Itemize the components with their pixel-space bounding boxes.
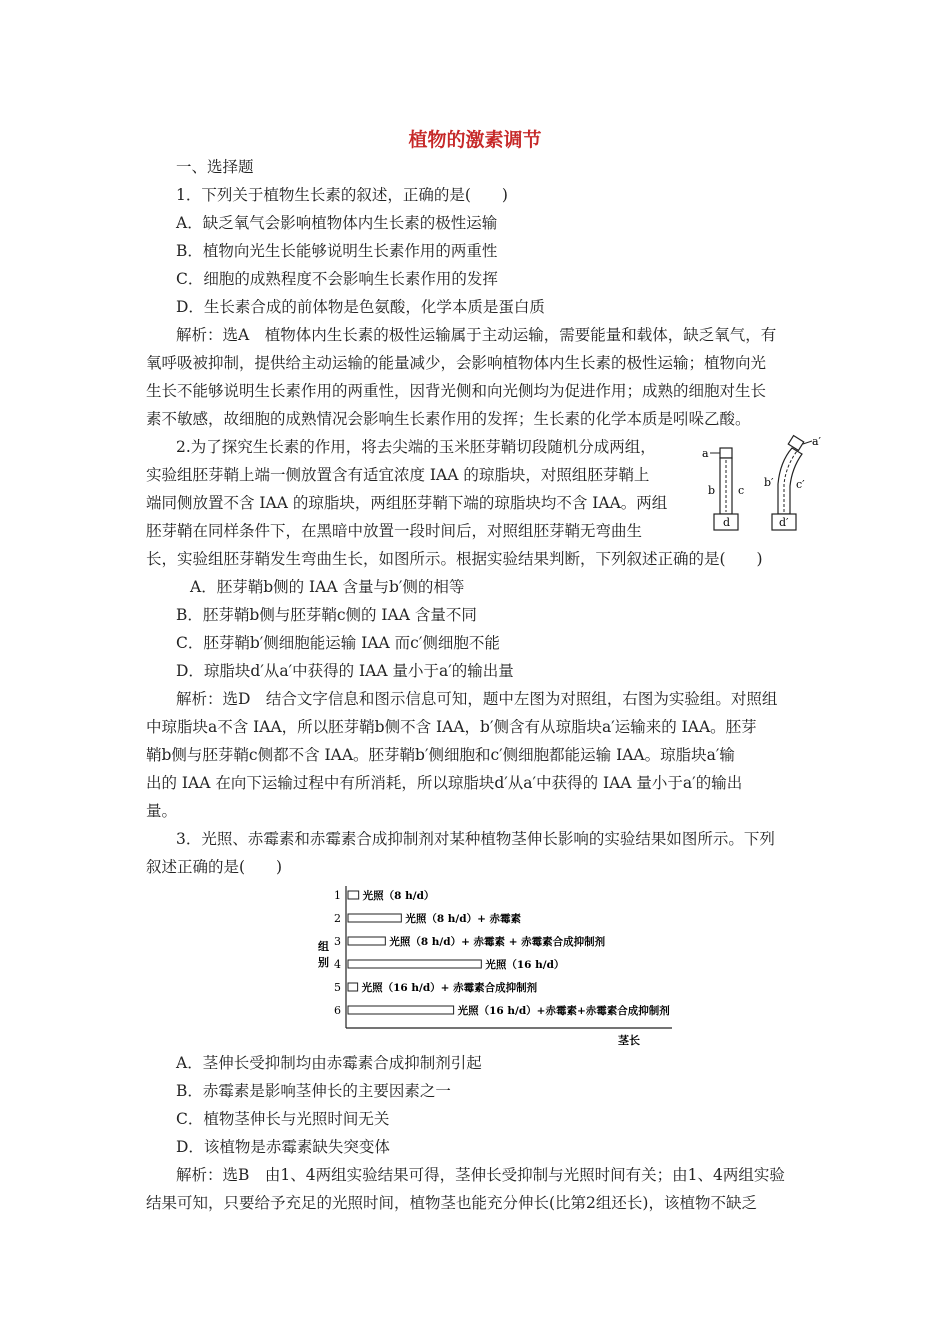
q1-option-b: B．植物向光生长能够说明生长素作用的两重性 (176, 242, 498, 260)
q2-option-d: D．琼脂块d′从a′中获得的 IAA 量小于a′的输出量 (176, 662, 514, 680)
bar-label: 光照（16 h/d）+ 赤霉素合成抑制剂 (361, 982, 538, 994)
q1-stem: 1．下列关于植物生长素的叙述，正确的是( ) (176, 186, 508, 204)
bar (348, 1006, 454, 1014)
q3-stem-line: 叙述正确的是( ) (146, 858, 283, 876)
q2-option-c: C．胚芽鞘b′侧细胞能运输 IAA 而c′侧细胞不能 (176, 634, 500, 652)
bar-label: 光照（8 h/d）+ 赤霉素 (405, 913, 522, 925)
label-c2: c′ (796, 478, 805, 491)
x-axis-label: 茎长 (618, 1034, 640, 1047)
q2-stem-line: 实验组胚芽鞘上端一侧放置含有适宜浓度 IAA 的琼脂块，对照组胚芽鞘上 (146, 466, 650, 484)
label-d: d (723, 516, 731, 529)
q1-analysis-line: 素不敏感，故细胞的成熟情况会影响生长素作用的发挥；生长素的化学本质是吲哚乙酸。 (146, 410, 751, 428)
q3-stem-line: 3．光照、赤霉素和赤霉素合成抑制剂对某种植物茎伸长影响的实验结果如图所示。下列 (176, 830, 775, 848)
q1-analysis-line: 氧呼吸被抑制，提供给主动运输的能量减少，会影响植物体内生长素的极性运输；植物向光 (146, 354, 767, 372)
q1-analysis-line: 生长不能够说明生长素作用的两重性，因背光侧和向光侧均为促进作用；成熟的细胞对生长 (146, 382, 767, 400)
q3-analysis-line: 结果可知，只要给予充足的光照时间，植物茎也能充分伸长(比第2组还长)，该植物不缺乏 (146, 1194, 757, 1212)
q1-option-c: C．细胞的成熟程度不会影响生长素作用的发挥 (176, 270, 498, 288)
q1-analysis-line: 解析：选A 植物体内生长素的极性运输属于主动运输，需要能量和载体，缺乏氧气，有 (176, 326, 777, 344)
q2-analysis-line: 出的 IAA 在向下运输过程中有所消耗，所以琼脂块d′从a′中获得的 IAA 量小于a′的输出 (146, 774, 743, 792)
bar (348, 960, 481, 968)
agar-block-a2 (788, 436, 803, 451)
label-a: a (702, 447, 709, 460)
label-b: b (708, 484, 716, 497)
q2-option-b: B．胚芽鞘b侧与胚芽鞘c侧的 IAA 含量不同 (176, 606, 477, 624)
label-d2: d′ (779, 516, 789, 529)
section-heading: 一、选择题 (176, 158, 254, 176)
q2-analysis-line: 鞘b侧与胚芽鞘c侧都不含 IAA。胚芽鞘b′侧细胞和c′侧细胞都能运输 IAA。琼脂块a′输 (146, 746, 735, 764)
bar (348, 914, 401, 922)
label-a2: a′ (812, 435, 822, 448)
q3-option-a: A．茎伸长受抑制均由赤霉素合成抑制剂引起 (176, 1054, 482, 1072)
category-label: 5 (334, 981, 341, 994)
q2-analysis-line: 解析：选D 结合文字信息和图示信息可知，题中左图为对照组，右图为实验组。对照组 (176, 690, 778, 708)
q2-stem-line: 胚芽鞘在同样条件下，在黑暗中放置一段时间后，对照组胚芽鞘无弯曲生 (146, 522, 643, 540)
q1-option-d: D．生长素合成的前体物是色氨酸，化学本质是蛋白质 (176, 298, 545, 316)
bar-label: 光照（8 h/d） (362, 890, 435, 902)
y-axis-label-2: 别 (318, 956, 329, 969)
bar-label: 光照（16 h/d）+赤霉素+赤霉素合成抑制剂 (457, 1005, 670, 1017)
q1-option-a: A．缺乏氧气会影响植物体内生长素的极性运输 (176, 214, 498, 232)
q3-option-c: C．植物茎伸长与光照时间无关 (176, 1110, 390, 1128)
stem-length-chart (300, 880, 690, 1050)
q3-analysis-line: 解析：选B 由1、4两组实验结果可得，茎伸长受抑制与光照时间有关；由1、4两组实验 (176, 1166, 785, 1184)
q2-stem-line: 2.为了探究生长素的作用，将去尖端的玉米胚芽鞘切段随机分成两组， (176, 438, 656, 456)
q2-analysis-line: 中琼脂块a不含 IAA，所以胚芽鞘b侧不含 IAA，b′侧含有从琼脂块a′运输来的 IAA。胚芽 (146, 718, 757, 736)
category-label: 1 (334, 889, 341, 902)
label-line (803, 441, 812, 444)
category-label: 6 (334, 1004, 341, 1017)
label-c: c (738, 484, 745, 497)
category-label: 4 (334, 958, 341, 971)
q3-option-d: D．该植物是赤霉素缺失突变体 (176, 1138, 390, 1156)
category-label: 2 (334, 912, 341, 925)
bar (348, 891, 359, 899)
bar-label: 光照（16 h/d） (485, 959, 565, 971)
q2-analysis-line: 量。 (146, 802, 178, 820)
bar (348, 937, 385, 945)
q3-option-b: B．赤霉素是影响茎伸长的主要因素之一 (176, 1082, 451, 1100)
q2-stem-line: 端同侧放置不含 IAA 的琼脂块，两组胚芽鞘下端的琼脂块均不含 IAA。两组 (146, 494, 668, 512)
y-axis-label-1: 组 (318, 940, 329, 953)
bar-label: 光照（8 h/d）+ 赤霉素 + 赤霉素合成抑制剂 (389, 936, 606, 948)
coleoptile-figure (700, 432, 830, 532)
agar-block-a (720, 448, 732, 458)
category-label: 3 (334, 935, 341, 948)
document-title: 植物的激素调节 (408, 129, 542, 151)
bar (348, 983, 358, 991)
label-b2: b′ (764, 476, 774, 489)
q2-option-a: A．胚芽鞘b侧的 IAA 含量与b′侧的相等 (190, 578, 465, 596)
q2-stem-line: 长，实验组胚芽鞘发生弯曲生长，如图所示。根据实验结果判断，下列叙述正确的是( ) (146, 550, 763, 568)
